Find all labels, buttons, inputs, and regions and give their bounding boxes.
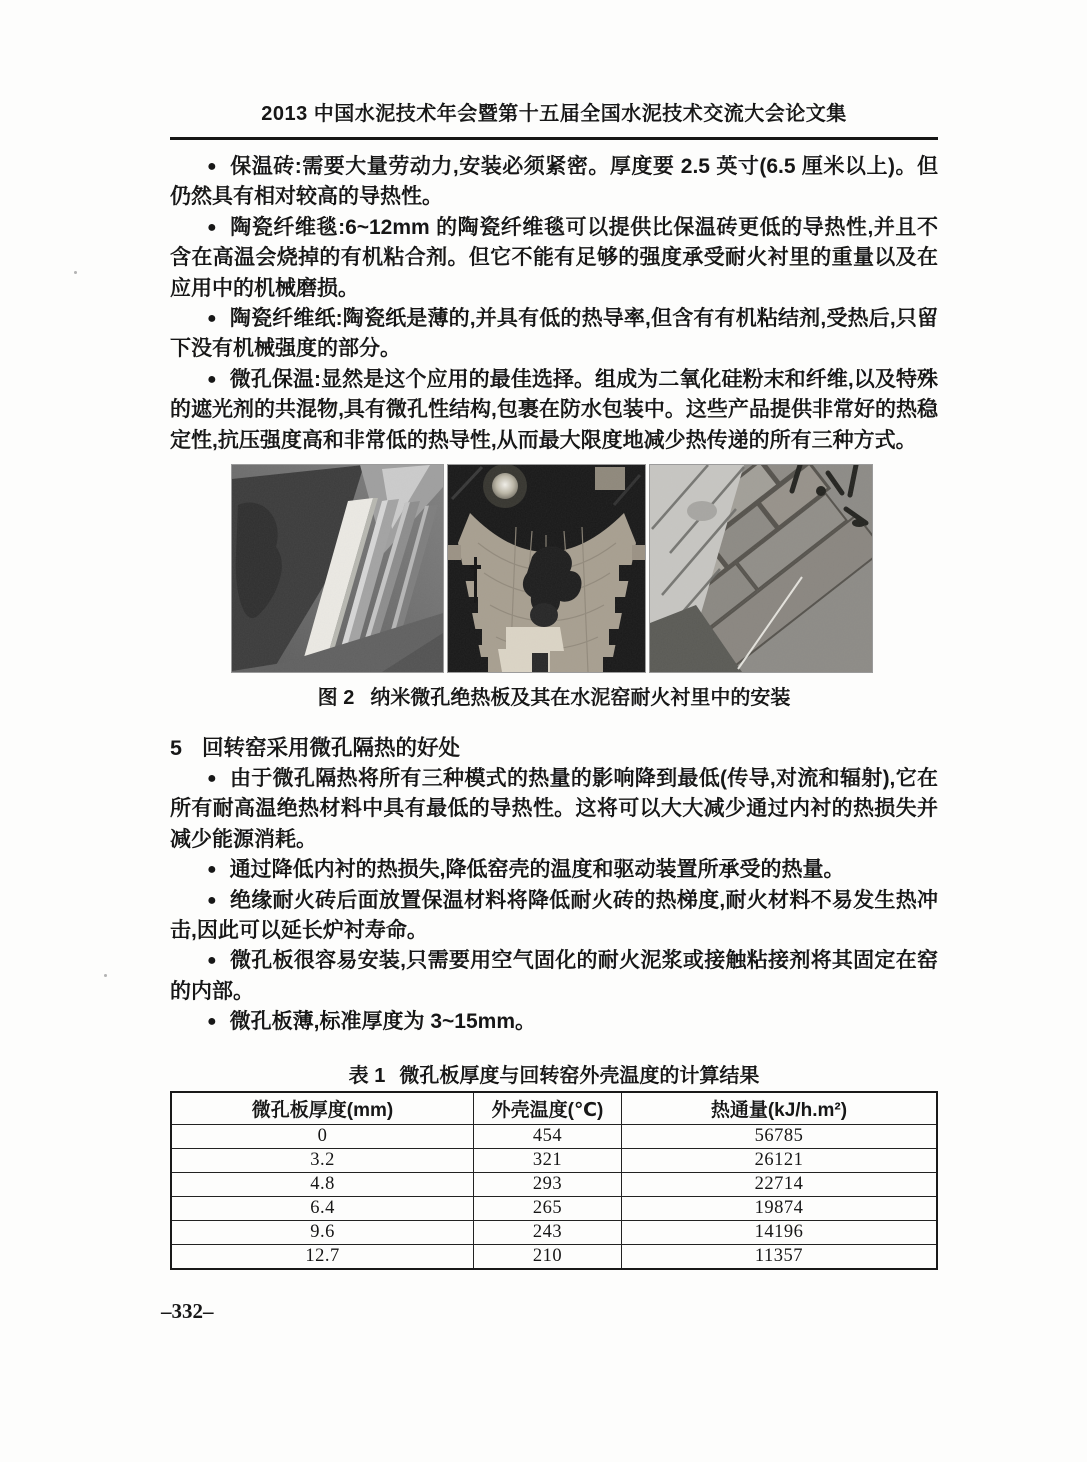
scan-speck bbox=[74, 271, 77, 274]
figure-2-photos bbox=[232, 465, 874, 672]
paragraph-text: 陶瓷纤维毯:6~12mm 的陶瓷纤维毯可以提供比保温砖更低的导热性,并且不含在高温会烧掉的有机粘合剂。但它不能有足够的强度承受耐火衬里的重量以及在应用中的机械磨损。 bbox=[170, 215, 938, 300]
bullet-icon: ● bbox=[207, 158, 218, 175]
paragraph-text: 微孔保温:显然是这个应用的最佳选择。组成为二氧化硅粉末和纤维,以及特殊的遮光剂的共混物,具有微孔性结构,包裹在防水包装中。这些产品提供非常好的热稳定性,抗压强度高和非常低的热导性,从而最大限度地减少热传递的所有三种方式。 bbox=[170, 367, 939, 452]
table-row bbox=[171, 1125, 937, 1149]
table-cell: 12.7 bbox=[171, 1245, 474, 1270]
section-title: 回转窑采用微孔隔热的好处 bbox=[201, 736, 460, 760]
paragraph-benefit-conductivity bbox=[170, 764, 938, 855]
bullet-icon: ● bbox=[207, 1013, 217, 1031]
table-row bbox=[171, 1149, 937, 1173]
paragraph-text: 通过降低内衬的热损失,降低窑壳的温度和驱动装置所承受的热量。 bbox=[229, 858, 845, 882]
paragraph-text: 微孔板薄,标准厚度为 3~15mm。 bbox=[229, 1010, 536, 1034]
photo-kiln-interior bbox=[448, 465, 645, 672]
table-cell: 3.2 bbox=[171, 1149, 474, 1173]
table-cell: 19874 bbox=[621, 1197, 937, 1221]
results-table bbox=[170, 1091, 938, 1270]
bullet-icon: ● bbox=[207, 891, 217, 909]
table-cell: 9.6 bbox=[171, 1221, 474, 1245]
table-cell: 210 bbox=[474, 1245, 622, 1270]
table-cell: 22714 bbox=[621, 1173, 937, 1197]
paragraph-benefit-thin-panel bbox=[170, 1007, 938, 1037]
table-header-row bbox=[171, 1092, 937, 1125]
paragraph-text: 微孔板很容易安装,只需要用空气固化的耐火泥浆或接触粘接剂将其固定在窑的内部。 bbox=[170, 949, 938, 1003]
paragraph-benefit-easy-install bbox=[170, 946, 938, 1007]
table-caption bbox=[170, 1062, 938, 1090]
table-cell: 11357 bbox=[621, 1245, 937, 1270]
table-row bbox=[171, 1173, 937, 1197]
paragraph-benefit-shell-temp bbox=[170, 855, 938, 885]
table-cell: 454 bbox=[474, 1125, 622, 1149]
bullet-icon: ● bbox=[207, 310, 217, 328]
photo-brick-lining bbox=[650, 465, 872, 672]
table-cell: 14196 bbox=[621, 1221, 937, 1245]
figure-caption-text: 纳米微孔绝热板及其在水泥窑耐火衬里中的安装 bbox=[370, 687, 791, 709]
section-5 bbox=[170, 733, 938, 1038]
table-row bbox=[171, 1245, 937, 1270]
table-cell: 0 bbox=[171, 1125, 474, 1149]
table-cell: 26121 bbox=[621, 1149, 937, 1173]
table-cell: 321 bbox=[474, 1149, 622, 1173]
page-number: –332– bbox=[161, 1299, 214, 1323]
figure-caption bbox=[170, 684, 938, 712]
bullet-icon: ● bbox=[207, 770, 217, 787]
table-row bbox=[171, 1221, 937, 1245]
bullet-icon: ● bbox=[207, 861, 217, 879]
paragraph-ceramic-fiber-blanket bbox=[170, 213, 938, 304]
column-header-panel-thickness: 微孔板厚度(mm) bbox=[171, 1092, 474, 1125]
intro-paragraphs bbox=[170, 152, 938, 456]
figure-label: 图 2 bbox=[317, 687, 355, 709]
paragraph-microporous-insulation bbox=[170, 365, 938, 456]
paragraph-text: 由于微孔隔热将所有三种模式的热量的影响降到最低(传导,对流和辐射),它在所有耐高温绝热材料中具有最低的导热性。这将可以大大减少通过内衬的热损失并减少能源消耗。 bbox=[170, 767, 939, 851]
table-caption-text: 微孔板厚度与回转窑外壳温度的计算结果 bbox=[399, 1065, 760, 1087]
paragraph-text: 保温砖:需要大量劳动力,安装必须紧密。厚度要 2.5 英寸(6.5 厘米以上)。但仍然具有相对较高的导热性。 bbox=[170, 155, 938, 209]
table-cell: 243 bbox=[474, 1221, 622, 1245]
paragraph-text: 陶瓷纤维纸:陶瓷纸是薄的,并具有低的热导率,但含有有机粘结剂,受热后,只留下没有机械强度的部分。 bbox=[170, 307, 938, 361]
table-cell: 4.8 bbox=[171, 1173, 474, 1197]
paragraph-benefit-thermal-gradient bbox=[170, 886, 938, 947]
column-header-shell-temperature: 外壳温度(℃) bbox=[474, 1092, 622, 1125]
section-number: 5 bbox=[170, 736, 182, 760]
page-header-title: 2013 中国水泥技术年会暨第十五届全国水泥技术交流大会论文集 bbox=[261, 103, 847, 125]
column-header-heat-flux: 热通量(kJ/h.m²) bbox=[621, 1092, 937, 1125]
table-label: 表 1 bbox=[348, 1065, 386, 1087]
paragraph-ceramic-fiber-paper bbox=[170, 304, 938, 365]
bullet-icon: ● bbox=[207, 952, 217, 970]
header-rule bbox=[170, 137, 938, 140]
table-cell: 56785 bbox=[621, 1125, 937, 1149]
bullet-icon: ● bbox=[207, 370, 217, 388]
paragraph-insulating-brick bbox=[170, 152, 938, 213]
table-row bbox=[171, 1197, 937, 1221]
bullet-icon: ● bbox=[207, 218, 218, 236]
table-cell: 265 bbox=[474, 1197, 622, 1221]
table-cell: 6.4 bbox=[171, 1197, 474, 1221]
paragraph-text: 绝缘耐火砖后面放置保温材料将降低耐火砖的热梯度,耐火材料不易发生热冲击,因此可以延长炉衬寿命。 bbox=[170, 888, 938, 943]
photo-microporous-boards bbox=[232, 465, 443, 672]
section-heading bbox=[170, 733, 938, 764]
scan-speck bbox=[104, 974, 107, 977]
table-cell: 293 bbox=[474, 1173, 622, 1197]
